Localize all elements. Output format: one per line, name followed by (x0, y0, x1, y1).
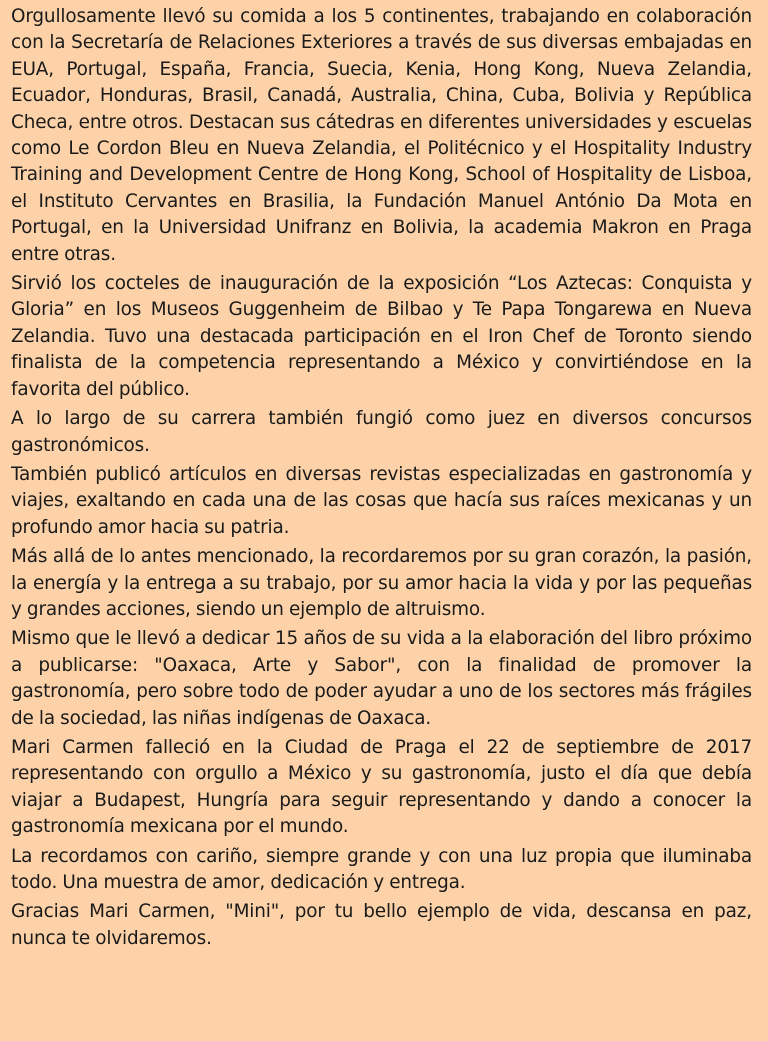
paragraph-farewell: Gracias Mari Carmen, "Mini", por tu bello ejemplo de vida, descansa en paz, nunca te olvidaremos. (11, 901, 752, 949)
paragraph-articles: También publicó artículos en diversas revistas especializadas en gastronomía y viajes, exaltando en cada una de las cosas que hacía sus raíces mexicanas y un profundo amor hacia su patria. (11, 463, 752, 538)
paragraph-continents: Orgullosamente llevó su comida a los 5 continentes, trabajando en colaboración con la Secretaría de Relaciones Exteriores a través de sus diversas embajadas en EUA, Portugal, España, Francia, Suecia, Kenia, Hong Kong, Nueva Zelandia, Ecuador, Honduras, Brasil, Canadá, Australia, China, Cuba, Bolivia y República Checa, entre otros. Destacan sus cátedras en diferentes universidades y escuelas como Le Cordon Bleu en Nueva Zelandia, el Politécnico y el Hospitality Industry Training and Development Centre de Hong Kong, School of Hospitality de Lisboa, el Instituto Cervantes en Brasilia, la Fundación Manuel António Da Mota en Portugal, en la Universidad Unifranz en Bolivia, la academia Makron en Praga entre otras. (11, 6, 752, 265)
paragraph-memory: La recordamos con cariño, siempre grande y con una luz propia que iluminaba todo. Una muestra de amor, dedicación y entrega. (11, 845, 752, 893)
paragraph-aztecas-exhibition: Sirvió los cocteles de inauguración de la exposición “Los Aztecas: Conquista y Gloria” en los Museos Guggenheim de Bilbao y Te Papa Tongarewa en Nueva Zelandia. Tuvo una destacada participación en el Iron Chef de Toronto siendo finalista de la competencia representando a México y convirtiéndose en la favorita del público. (11, 273, 752, 400)
paragraph-judge: A lo largo de su carrera también fungió como juez en diversos concursos gastronómicos. (11, 408, 752, 456)
paragraph-remembrance: Más allá de lo antes mencionado, la recordaremos por su gran corazón, la pasión, la energía y la entrega a su trabajo, por su amor hacia la vida y por las pequeñas y grandes acciones, siendo un ejemplo de altruismo. (11, 546, 752, 620)
paragraph-book: Mismo que le llevó a dedicar 15 años de su vida a la elaboración del libro próximo a publicarse: "Oaxaca, Arte y Sabor", con la finalidad de promover la gastronomía, pero sobre todo de poder ayudar a uno de los sectores más frágiles de la sociedad, las niñas indígenas de Oaxaca. (11, 628, 752, 729)
paragraph-passing: Mari Carmen falleció en la Ciudad de Praga el 22 de septiembre de 2017 representando con orgullo a México y su gastronomía, justo el día que debía viajar a Budapest, Hungría para seguir representando y dando a conocer la gastronomía mexicana por el mundo. (11, 736, 752, 838)
